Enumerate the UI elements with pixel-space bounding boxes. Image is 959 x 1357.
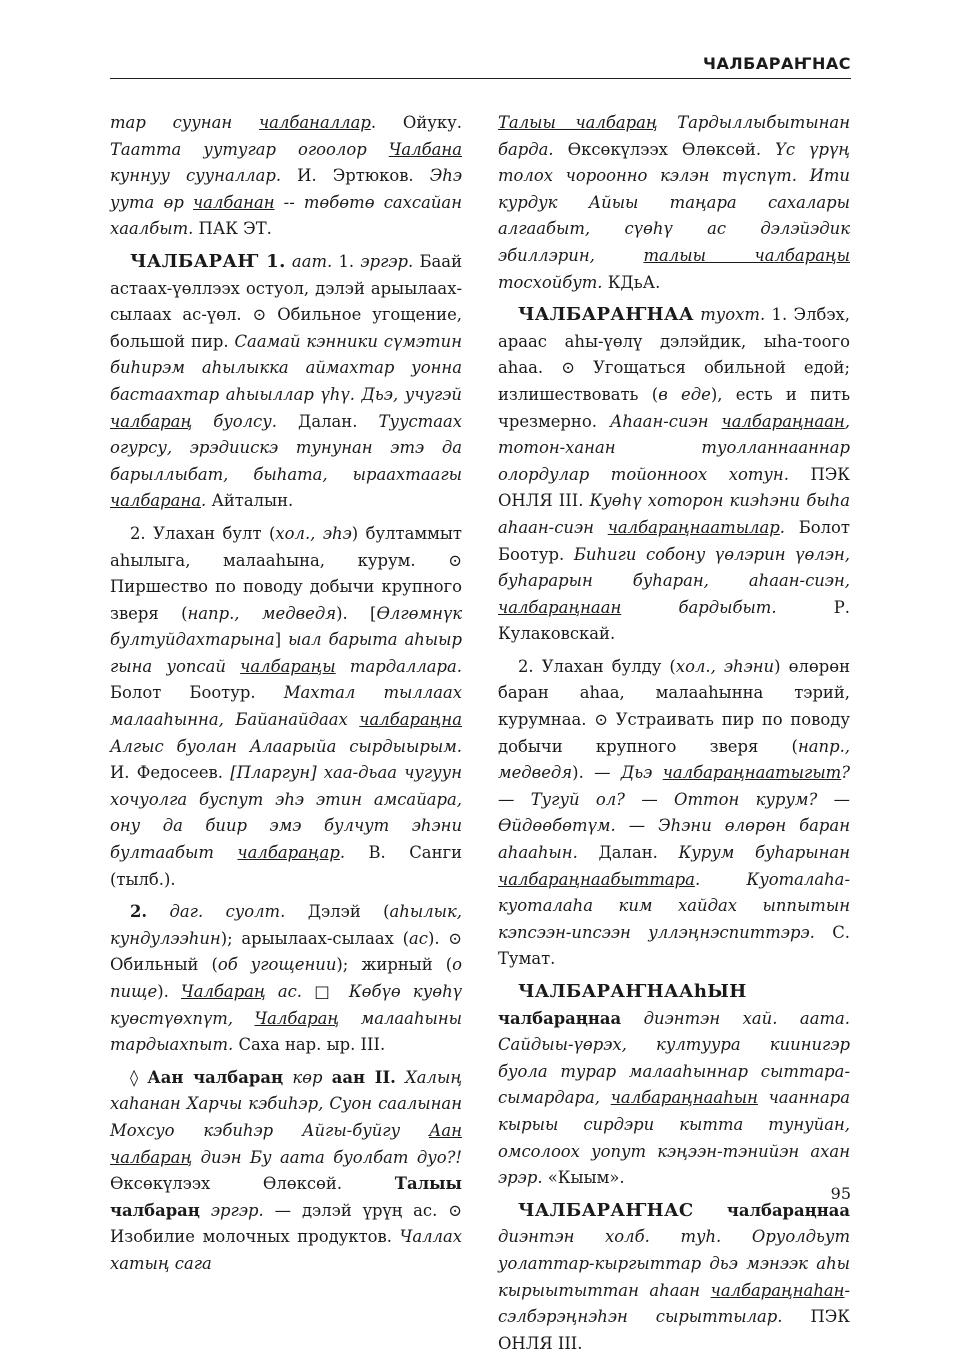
text-run: ). — (572, 763, 621, 783)
text-run: . Куоталаhа-куоталаhа ким хайдах ыппытын кэпсээн-ипсээн уллэңнэспиттэрэ. (498, 869, 850, 942)
text-run: ) өлөрөн баран аhаа, малааhынна тэрий, курумнаа. ⊙ Устраивать пир по поводу добычи крупного зверя ( (498, 656, 851, 756)
text-run: , тотон-ханан туолланнааннар олордулар тойонноох хотун. (498, 411, 850, 484)
text-run: Чалбараң (181, 982, 266, 1001)
text-run: И. Эртюков. (297, 166, 430, 186)
text-run: ) бултаммыт аhылыга, малааhына, курум. ⊙ Пиршество по поводу добычи крупного зверя ( (110, 523, 463, 623)
text-run: ас. (265, 982, 315, 1001)
text-run: С. Тумат. (498, 922, 850, 969)
text-run: . (779, 517, 799, 537)
text-run: Таатта уутугар огоолор (110, 139, 389, 159)
text-run: [Пларгун] хаа-дьаа чугуун хочуолга буспут эhэ этин амсайара, ону да биир эмэ булчут эhэни бултаабыт (110, 763, 462, 863)
left-column (110, 110, 462, 1278)
text-run: Сайдыы-үөрэх, култуура киинигэр буола турар малааhыннар сыттара-сымардара, (498, 1035, 850, 1108)
text-run: Аан чалбараң (147, 1067, 284, 1087)
text-run: бардыбыт. (621, 597, 834, 617)
text-run: 1. (338, 251, 361, 271)
text-run: ); арыылаах-сылаах ( (220, 928, 409, 948)
text-run: ПЭК ОНЛЯ III. (498, 1307, 850, 1353)
entry-chalbarangnaa-sense-2 (498, 654, 850, 973)
text-run: чалбараңнаа (693, 1200, 850, 1220)
entry-continuation-right (498, 110, 850, 296)
entry-chalbarang-sense-2 (110, 521, 462, 893)
text-run: хол., эhэ (275, 523, 352, 543)
text-run: туохт. (693, 305, 772, 325)
text-run: чалбараңнаабыттара (498, 869, 695, 889)
text-run: Далан. (598, 843, 679, 863)
text-run: эргэр. (360, 251, 414, 271)
text-run: ас (408, 928, 428, 948)
text-run: ЧАЛБАРАҤНАС (518, 1199, 694, 1221)
text-run: ЧАЛБАРАҤНАА (518, 304, 694, 326)
text-run: «Кыым». (547, 1168, 625, 1188)
text-run: аhылык, кундулээhин (110, 902, 462, 948)
text-run: Куөhү хоторон киэhэни быhа аhаан-сиэн (498, 491, 851, 537)
header-rule (110, 78, 851, 79)
text-run: Чаллах хатың сага (110, 1227, 462, 1273)
entry-chalbarang-adj (110, 899, 462, 1059)
text-run: көр (283, 1067, 332, 1087)
text-run: Талыы чалбараң (498, 113, 658, 132)
text-run: ыал барыта аhыыр гына уопсай (110, 630, 463, 676)
text-run: -- төбөтө сахсайан хаалбыт. (110, 192, 462, 239)
text-run: диэнтэн холб. туh. Оруолдьут уолаттар-кыргыттар дьэ мэнээк аhы кырыытыттан аhаан (498, 1227, 850, 1300)
text-run: Халың хаhанан Харчы кэбиhэр, Суон саалынан Мохсуо кэбиhэр Айгы-буйгу (110, 1067, 463, 1140)
right-column (498, 110, 850, 1357)
text-run: чааннара кырыы сирдэри кытта тунуйан, омсолоох уопут кэңээн-тэнийэн ахан эрэр. (498, 1088, 850, 1188)
text-run: малааhыны тардыахпыт. (110, 1008, 463, 1055)
text-run: Р. Кулаковскай. (498, 597, 850, 644)
text-run: даг. суолт. (147, 902, 308, 922)
text-run: о пище (110, 955, 462, 1001)
text-run: Болот Боотур. (110, 683, 284, 703)
text-run: . Ойуку. (370, 113, 462, 132)
text-run: Биhиги собону үөлэрин үөлэн, буhарарын буhаран, аhаан-сиэн, (498, 544, 850, 591)
text-run: В. Санги (тылб.). (110, 843, 463, 889)
text-run: 2. (130, 902, 148, 922)
text-run: Баай астаах-үөллээх остуол, дэлэй арыылаах-сылаах ас-үөл. ⊙ Обильное угощение, большой пир. (110, 251, 463, 351)
text-run: ] (274, 630, 289, 650)
text-run: Курум буhарынан (678, 843, 850, 863)
text-run: Өксөкүлээх Өлөксөй. (567, 139, 776, 159)
text-run: чалбараңна (359, 710, 462, 730)
text-run: ), есть и пить чрезмерно. (498, 384, 850, 431)
text-run: Аан чалбараң (110, 1120, 462, 1167)
text-run: диэнтэн хай. аата. (621, 1008, 850, 1028)
text-run: дэлэй үрүң ас. ⊙ Изобилие молочных продуктов. (110, 1200, 462, 1247)
text-run: ЧАЛБАРАҤ 1. (130, 250, 286, 272)
text-run: ЧАЛБАРАҤНААhЫН (518, 981, 747, 1002)
text-run: чалбарана (110, 491, 202, 511)
text-run: тардаллара. (335, 656, 463, 676)
text-run: ). (157, 982, 182, 1001)
text-run: диэн Бу аата буолбат дуо?! (192, 1147, 462, 1167)
text-run: Эhэ уута өр (110, 166, 462, 212)
text-run: Айталын. (211, 491, 294, 511)
text-run: Өлгөмнүк бултуйдахтарына (110, 603, 463, 650)
text-run: чалбараңнаhан (710, 1280, 845, 1300)
text-run: ◊ (130, 1067, 148, 1087)
text-run: в еде (658, 384, 711, 404)
text-run: чалбараңнаан (498, 597, 622, 617)
text-run: буолсу. (192, 411, 299, 431)
text-run: -сэлбэрэңнэhэн сырыттылар. (498, 1280, 850, 1327)
text-run: Аhаан-сиэн (609, 411, 722, 431)
text-run: напр., медведя (498, 736, 850, 783)
text-run: чалбараңнаатылар (607, 517, 780, 537)
text-run: ? — Тугуй ол? — Оттон курум? — Өйдөөбөтүм. — Эhэни өлөрөн баран аhааhын. (498, 763, 851, 863)
text-run: об угощении (217, 955, 337, 975)
text-run: □ (314, 982, 349, 1001)
text-run: И. Федосеев. (110, 763, 231, 783)
text-run: чалбараңнаатыгыт (662, 763, 842, 783)
text-run: напр., медведя (187, 603, 337, 623)
text-run: Туустаах огурсу, эрэдиискэ тунунан этэ да барыллыбат, быhата, ыраахтаагы (110, 411, 462, 484)
text-run: Өксөкүлээх Өлөксөй. (110, 1174, 395, 1194)
running-title: ЧАЛБАРАҤНАС (703, 54, 851, 73)
text-run: хол., эhэни (675, 656, 775, 676)
entry-chalbarangnaahyn (498, 979, 850, 1192)
entry-idioms (110, 1065, 462, 1278)
text-run: аан II. (331, 1067, 396, 1087)
text-run: Дэлэй ( (307, 902, 390, 922)
text-run: ПАК ЭТ. (198, 219, 272, 239)
text-run: Болот Боотур. (498, 517, 850, 564)
text-run: ). [ (336, 603, 377, 623)
text-run: Талыы чалбараң (110, 1174, 462, 1220)
text-run: эргэр. — (199, 1200, 302, 1220)
text-run: ); жирный ( (336, 955, 453, 975)
text-run: Көбүө куөhү куөстүөхпүт, (110, 982, 462, 1028)
text-run: чалбаналлар (258, 113, 371, 132)
text-run: Далан. (298, 411, 379, 431)
entry-continuation (110, 110, 462, 243)
text-run: . (339, 843, 369, 863)
text-run: чалбараңнааhын (610, 1088, 758, 1108)
text-run: 1. Элбэх, араас аhы-үөлү дэлэйдик, ыhа-тоого аhаа. ⊙ Угощаться обильной едой; излишествовать ( (498, 305, 850, 404)
text-run: Чалбана (388, 139, 462, 159)
text-run: чалбараңнаа (498, 1008, 622, 1028)
text-run: Саамай кэнники сүмэтин биhирэм аhылыкка аймахтар уонна бастаахтар аhыыллар үһү. Дьэ, учугэй (110, 331, 462, 404)
text-run: чалбанан (192, 192, 275, 212)
text-run: ). ⊙ Обильный ( (110, 928, 462, 975)
page-number: 95 (830, 1184, 851, 1203)
text-run: чалбараңар (237, 843, 340, 863)
text-run: Саха нар. ыр. III. (238, 1035, 386, 1055)
entry-chalbarang (110, 249, 462, 515)
text-run: Үс үрүң толох чороонно кэлэн түспүт. Ити курдук Айыы таңара сахалары алгаабыт, сүөhү ас дэлэйэдик эбиллэрин, (498, 139, 850, 265)
text-run: Чалбараң (254, 1008, 340, 1028)
text-run: . (201, 491, 212, 511)
text-run: чалбараң (110, 411, 193, 431)
text-run: Махтал тыллаах малааhынна, Байанайдаах (110, 683, 462, 730)
text-run: Алгыс буолан Алаарыйа сырдыырым. (110, 736, 462, 756)
text-run: 2. Улахан булт ( (130, 523, 276, 543)
text-run: ПЭК ОНЛЯ III. (498, 464, 850, 511)
text-run: куннуу сууналлар. (110, 166, 298, 186)
text-run: тар суунан (110, 113, 259, 132)
text-run: Дьэ (620, 763, 663, 783)
text-run: 2. Улахан булду ( (518, 656, 676, 676)
text-run: талыы чалбараңы (643, 245, 850, 265)
text-run: тосхойбут. (498, 272, 608, 292)
text-run: чалбараңнаан (721, 411, 845, 431)
text-run: Тардыллыбытынан барда. (498, 113, 850, 159)
text-run: КДьА. (607, 272, 661, 292)
entry-chalbarangnaa (498, 302, 850, 648)
text-run: аат. (285, 251, 339, 271)
text-run: чалбараңы (240, 656, 336, 676)
entry-chalbarangnas (498, 1198, 850, 1357)
